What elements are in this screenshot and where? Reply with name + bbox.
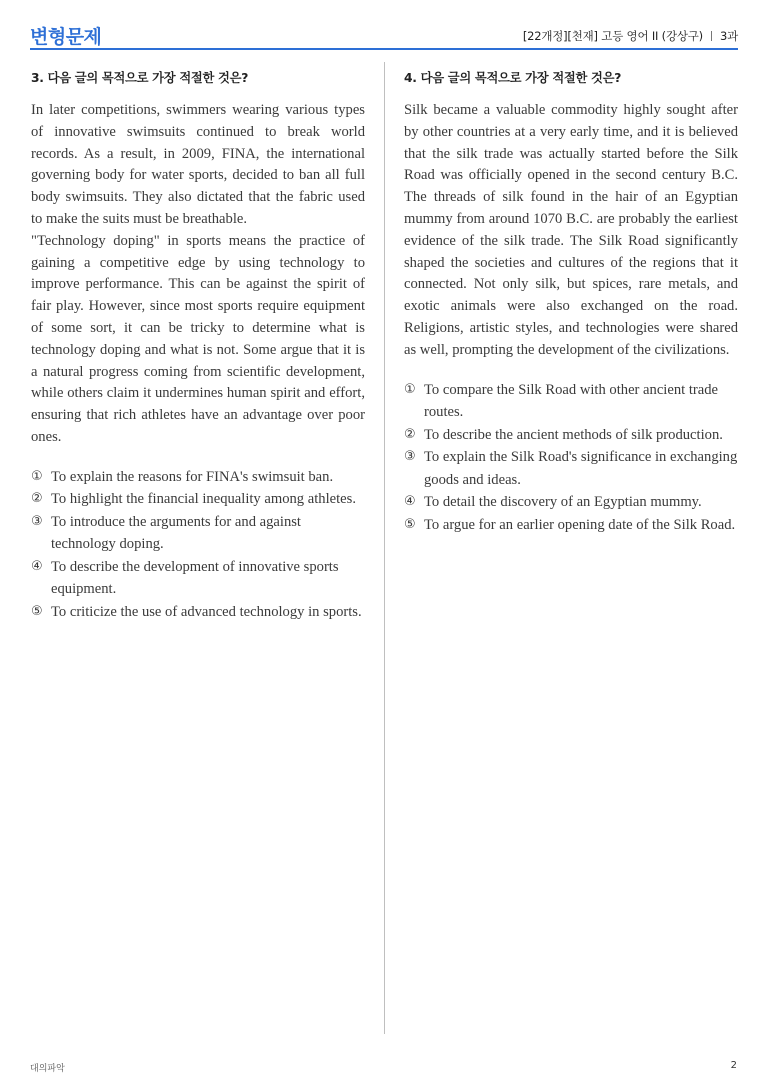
answer-choice[interactable] [404, 446, 738, 491]
choice-text: To criticize the use of advanced technology in sports. [51, 603, 362, 620]
choice-number: ② [404, 426, 416, 442]
choice-text: To explain the reasons for FINA's swimsuit ban. [51, 468, 334, 485]
question-3 [31, 68, 365, 623]
separator [711, 31, 712, 41]
choice-number: ② [31, 491, 43, 507]
answer-choice[interactable] [31, 556, 365, 601]
page-number: 2 [730, 1060, 737, 1071]
choice-number: ④ [31, 558, 43, 574]
answer-choice[interactable] [31, 466, 365, 489]
choice-number: ① [31, 468, 43, 484]
answer-choice[interactable] [31, 601, 365, 624]
choice-text: To introduce the arguments for and against technology doping. [51, 513, 301, 553]
answer-choice[interactable] [404, 514, 738, 537]
answer-choices [31, 466, 365, 624]
choice-number: ④ [404, 494, 416, 510]
passage [404, 100, 738, 362]
passage-paragraph: Silk became a valuable commodity highly sought after by other countries at a very early time, and it is believed that the silk trade was actually started before the Silk Road was officially opened in the second century B.C. The threads of silk found in the hair of an Egyptian mummy from around 1070 B.C. are probably the earliest evidence of the silk trade. The Silk Road significantly shaped the societies and cultures of the regions that it connected. Not only silk, but spices, rare metals, and exotic animals were also exchanged on the road. Religions, artistic styles, and technologies were shared as well, prompting the development of the civilizations. [404, 102, 738, 358]
answer-choice[interactable] [404, 379, 738, 424]
passage [31, 100, 365, 449]
passage-paragraph: "Technology doping" in sports means the practice of gaining a competitive edge by using technology to improve performance. This can be against the spirit of fair play. However, since most sports require equipment of some sort, it can be tricky to determine what is technology doping and what is not. Some argue that it is a natural progress coming from scientific development, while others claim it undermines human spirit and effort, ensuring that rich athletes have an advantage over poor ones. [31, 232, 365, 445]
choice-text: To describe the development of innovative sports equipment. [51, 558, 339, 598]
choice-text: To highlight the financial inequality among athletes. [51, 491, 356, 508]
header-rule [30, 48, 738, 50]
page-header [0, 0, 768, 50]
choice-number: ③ [404, 449, 416, 465]
answer-choice[interactable] [31, 511, 365, 556]
answer-choice[interactable] [404, 491, 738, 514]
choice-number: ⑤ [404, 516, 416, 532]
choice-number: ③ [31, 513, 43, 529]
choice-number: ⑤ [31, 603, 43, 619]
lesson-label: 3과 [719, 29, 738, 43]
choice-number: ① [404, 381, 416, 397]
brand-title: 변형문제 [30, 26, 102, 48]
passage-paragraph: In later competitions, swimmers wearing various types of innovative swimsuits continued to break world records. As a result, in 2009, FINA, the international governing body for water sports, decided to ban all full body swimsuits. They also dictated that the fabric used to make the suits must be breathable. [31, 102, 365, 227]
choice-text: To compare the Silk Road with other ancient trade routes. [424, 381, 719, 421]
column-divider [384, 62, 385, 1034]
answer-choices [404, 379, 738, 537]
answer-choice[interactable] [404, 424, 738, 447]
choice-text: To argue for an earlier opening date of the Silk Road. [424, 516, 736, 533]
question-4 [404, 68, 738, 536]
course-name: [22개정][천재] 고등 영어 II (강상구) [522, 29, 703, 43]
choice-text: To describe the ancient methods of silk production. [424, 426, 723, 443]
choice-text: To detail the discovery of an Egyptian mummy. [424, 494, 702, 511]
question-title: 3. 다음 글의 목적으로 가장 적절한 것은? [31, 71, 249, 85]
answer-choice[interactable] [31, 488, 365, 511]
course-info [523, 28, 738, 44]
footer-category: 대의파악 [30, 1064, 65, 1074]
choice-text: To explain the Silk Road's significance in exchanging goods and ideas. [424, 449, 738, 488]
question-title: 4. 다음 글의 목적으로 가장 적절한 것은? [404, 71, 622, 85]
